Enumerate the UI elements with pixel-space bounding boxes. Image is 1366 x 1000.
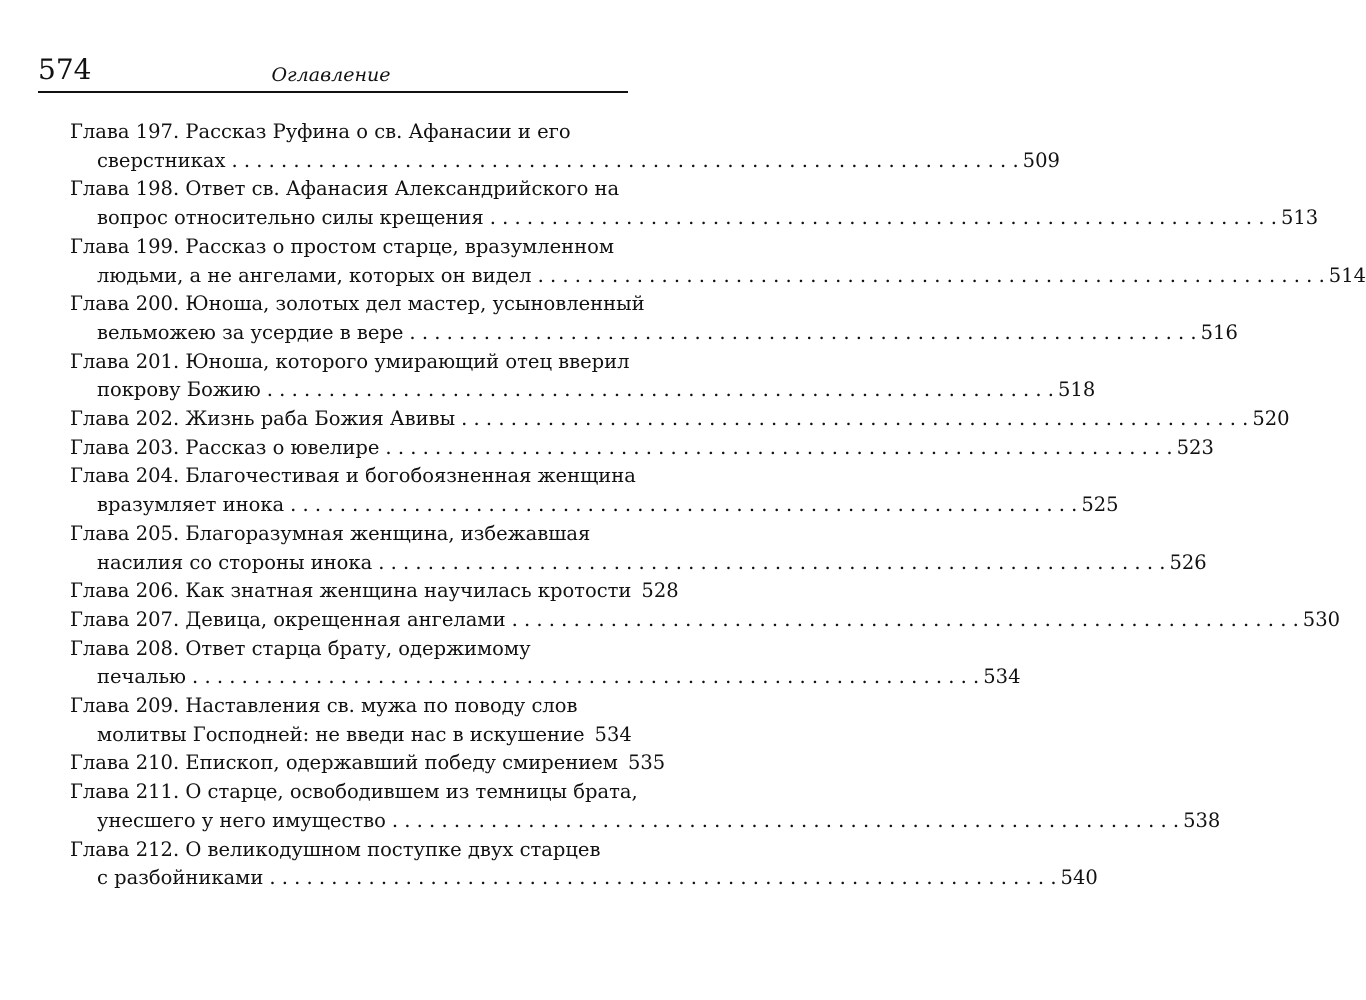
toc-entry-title — [70, 348, 630, 377]
toc-page-number: 538 — [1183, 808, 1221, 832]
toc-page-number: 528 — [641, 579, 679, 603]
toc-entry — [70, 434, 1214, 463]
dot-leader — [267, 376, 1054, 405]
toc-entry-continuation — [70, 663, 1021, 692]
toc-entry-title — [70, 577, 679, 606]
toc-entry — [70, 577, 679, 606]
dot-leader — [538, 262, 1325, 291]
toc-entry — [70, 606, 1341, 635]
toc-page-number: 535 — [627, 751, 666, 775]
dot-leader — [385, 434, 1172, 463]
toc-entry-text: Глава 200. Юноша, золотых дел мастер, усыновленный — [70, 292, 645, 316]
dot-leader — [231, 147, 1018, 176]
toc-entry-text: сверстниках — [97, 148, 226, 172]
toc-entry-title — [70, 233, 626, 262]
toc-entry-title — [70, 434, 1214, 463]
toc-entry — [70, 749, 666, 778]
toc-entry — [70, 233, 1366, 290]
toc-entry-continuation — [70, 319, 1238, 348]
toc-entry-text: унесшего у него имущество — [97, 808, 386, 832]
toc-entry-title — [70, 692, 626, 721]
toc-entry-text: Глава 197. Рассказ Руфина о св. Афанасии и его — [70, 120, 571, 143]
toc-entry-text: Глава 201. Юноша, которого умирающий отец вверил — [70, 349, 630, 373]
toc-entry — [70, 692, 632, 749]
toc-entry-continuation — [70, 262, 1366, 291]
toc-entry-text: молитвы Господней: не введи нас в искушение — [97, 722, 585, 746]
toc-entry — [70, 175, 1319, 232]
toc-entry — [70, 290, 1238, 347]
toc-entry-title — [70, 175, 626, 204]
toc-entry — [70, 836, 1098, 893]
dot-leader — [392, 807, 1179, 836]
dot-leader — [512, 606, 1299, 635]
toc-page-number: 513 — [1280, 206, 1319, 230]
toc-entry-continuation — [70, 549, 1207, 578]
toc-entry-text: покрову Божию — [97, 378, 261, 402]
page-header — [38, 52, 624, 92]
toc-page-number: 523 — [1176, 435, 1214, 459]
toc-entry-text: Глава 209. Наставления св. мужа по поводу слов — [70, 694, 578, 718]
toc-entry-title — [70, 836, 626, 865]
toc-entry-text: Глава 207. Девица, окрещенная ангелами — [70, 607, 506, 631]
dot-leader — [192, 663, 979, 692]
toc-entry-text: Глава 204. Благочестивая и богобоязненная женщина — [70, 464, 636, 488]
toc-entry-text: вразумляет инока — [97, 493, 285, 517]
toc-entry-text: Глава 198. Ответ св. Афанасия Александрийского на — [70, 177, 620, 201]
toc-page-number: 518 — [1058, 378, 1096, 402]
toc-entry-text: вельможею за усердие в вере — [97, 320, 404, 344]
toc-page-number: 514 — [1328, 263, 1366, 287]
toc-entry-title — [70, 462, 636, 491]
toc-entry-text: Глава 202. Жизнь раба Божия Авивы — [70, 407, 456, 431]
dot-leader — [461, 405, 1248, 434]
toc-entry — [70, 405, 1290, 434]
toc-entry-title — [70, 520, 626, 549]
dot-leader — [290, 491, 1077, 520]
toc-entry-text: с разбойниками — [97, 866, 264, 890]
toc-entry-text: людьми, а не ангелами, которых он видел — [97, 263, 532, 287]
toc-entry-title — [70, 749, 666, 778]
toc-page-number: 509 — [1022, 148, 1060, 172]
toc-entry-title — [70, 606, 1341, 635]
dot-leader — [269, 864, 1056, 893]
toc-entry-text: Глава 208. Ответ старца брату, одержимому — [70, 636, 531, 660]
toc-page-number: 534 — [594, 722, 632, 746]
toc-entry-title — [70, 778, 638, 807]
toc-page-number: 525 — [1081, 493, 1119, 517]
toc-entry-text: насилия со стороны инока — [97, 550, 373, 574]
toc-entry-text: Глава 212. О великодушном поступке двух старцев — [70, 837, 601, 861]
toc-page-number: 534 — [983, 665, 1021, 689]
toc-entry-title — [70, 635, 626, 664]
toc-entry — [70, 635, 1021, 692]
toc-entry-title — [70, 290, 645, 319]
table-of-contents — [70, 118, 1366, 893]
running-title: Оглавление — [271, 64, 391, 86]
toc-page-number: 520 — [1252, 407, 1290, 431]
toc-entry-text: печалью — [97, 665, 187, 689]
toc-page-number: 540 — [1060, 866, 1098, 890]
toc-entry-text: Глава 199. Рассказ о простом старце, вразумленном — [70, 234, 615, 258]
dot-leader — [378, 549, 1165, 578]
page-number: 574 — [38, 53, 92, 86]
toc-entry-text: Глава 206. Как знатная женщина научилась кротости — [70, 579, 632, 603]
toc-entry-text: Глава 211. О старце, освободившем из темницы брата, — [70, 780, 638, 804]
toc-entry-continuation — [70, 721, 632, 750]
toc-entry-text: Глава 203. Рассказ о ювелире — [70, 435, 380, 459]
toc-page-number: 526 — [1169, 550, 1207, 574]
toc-entry — [70, 118, 1060, 175]
toc-page-number: 530 — [1302, 607, 1341, 631]
toc-entry-title — [70, 118, 626, 147]
toc-entry-title — [70, 405, 1290, 434]
toc-entry — [70, 778, 1221, 835]
dot-leader — [409, 319, 1196, 348]
header-rule — [38, 91, 628, 93]
toc-entry-continuation — [70, 864, 1098, 893]
toc-entry-continuation — [70, 376, 1096, 405]
toc-entry-continuation — [70, 147, 1060, 176]
toc-entry-text: вопрос относительно силы крещения — [97, 206, 484, 230]
toc-page-number: 516 — [1200, 320, 1238, 344]
toc-entry-text: Глава 210. Епископ, одержавший победу смирением — [70, 751, 618, 775]
toc-entry-continuation — [70, 204, 1319, 233]
toc-entry-continuation — [70, 491, 1119, 520]
toc-entry — [70, 462, 1119, 519]
dot-leader — [490, 204, 1277, 233]
toc-entry-continuation — [70, 807, 1221, 836]
toc-entry-text: Глава 205. Благоразумная женщина, избежавшая — [70, 521, 591, 545]
toc-entry — [70, 348, 1096, 405]
toc-entry — [70, 520, 1207, 577]
